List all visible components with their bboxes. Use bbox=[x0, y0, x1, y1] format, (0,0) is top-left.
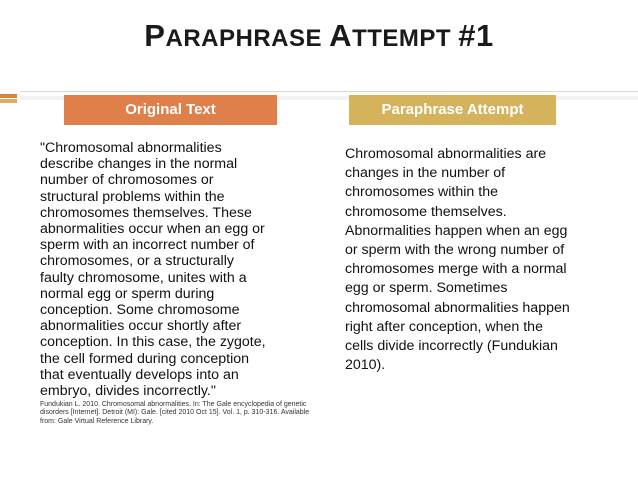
paraphrase-text-line: chromosome themselves. bbox=[345, 203, 507, 220]
paraphrase-text-line: Chromosomal abnormalities are bbox=[345, 146, 547, 162]
title-initial-1: P bbox=[144, 18, 166, 53]
original-text-line: abnormalities occur shortly after bbox=[40, 318, 242, 335]
original-text-line: "Chromosomal abnormalities bbox=[40, 140, 222, 156]
paraphrase-text-line: egg or sperm. Sometimes bbox=[345, 280, 508, 297]
paraphrase-text-line: changes in the number of bbox=[345, 165, 506, 182]
accent-bar-top bbox=[0, 94, 17, 98]
original-text-line: normal egg or sperm during bbox=[40, 285, 215, 302]
paraphrase-text-line: chromosomes within the bbox=[345, 184, 498, 201]
original-text-line: abnormalities occur when an egg or bbox=[40, 221, 265, 238]
paraphrase-text-line: chromosomal abnormalities happen bbox=[345, 299, 570, 316]
original-text-body bbox=[40, 140, 340, 399]
original-text-line: chromosomes, or a structurally bbox=[40, 253, 234, 270]
title-rest-2: TTEMPT bbox=[352, 25, 459, 52]
original-text-header: Original Text bbox=[64, 95, 277, 125]
title-number: #1 bbox=[458, 18, 494, 53]
accent-bar bbox=[0, 94, 17, 103]
citation-line: Fundukian L. 2010. Chromosomal abnormalities. In: The Gale encyclopedia of genetic bbox=[40, 401, 307, 408]
citation-line: disorders [Internet]. Detroit (MI): Gale. [cited 2010 Oct 15]. Vol. 1, p. 310-316. Available bbox=[40, 409, 310, 417]
paraphrase-attempt-header: Paraphrase Attempt bbox=[349, 95, 556, 125]
original-text-line: the cell formed during conception bbox=[40, 350, 249, 367]
original-text-line: describe changes in the normal bbox=[40, 156, 238, 173]
title-initial-2: A bbox=[329, 18, 353, 53]
original-text-line: conception. In this case, the zygote, bbox=[40, 334, 266, 351]
paraphrase-text-line: or sperm with the wrong number of bbox=[345, 242, 565, 259]
original-text-line: that eventually develops into an bbox=[40, 366, 239, 383]
accent-bar-bottom bbox=[0, 99, 17, 103]
paraphrase-text-line: chromosomes merge with a normal bbox=[345, 261, 567, 278]
original-text-line: conception. Some chromosome bbox=[40, 302, 240, 319]
original-text-line: embryo, divides incorrectly." bbox=[40, 383, 216, 400]
paraphrase-text-line: Abnormalities happen when an egg bbox=[345, 222, 568, 239]
original-text-line: structural problems within the bbox=[40, 188, 225, 205]
title-rest-1: ARAPHRASE bbox=[165, 25, 330, 52]
original-text-line: chromosomes themselves. These bbox=[40, 204, 252, 221]
slide-title bbox=[0, 18, 638, 54]
original-text-line: faulty chromosome, unites with a bbox=[40, 269, 247, 286]
paraphrase-text-line: 2010). bbox=[345, 357, 386, 374]
original-text-line: number of chromosomes or bbox=[40, 172, 214, 189]
citation bbox=[40, 401, 310, 426]
original-text-line: sperm with an incorrect number of bbox=[40, 237, 255, 254]
paraphrase-text-line: cells divide incorrectly (Fundukian bbox=[345, 338, 558, 355]
citation-line: from: Gale Virtual Reference Library. bbox=[40, 417, 154, 425]
paraphrase-text-line: right after conception, when the bbox=[345, 318, 543, 335]
title-divider bbox=[20, 91, 638, 92]
paraphrase-text-body bbox=[345, 145, 625, 375]
